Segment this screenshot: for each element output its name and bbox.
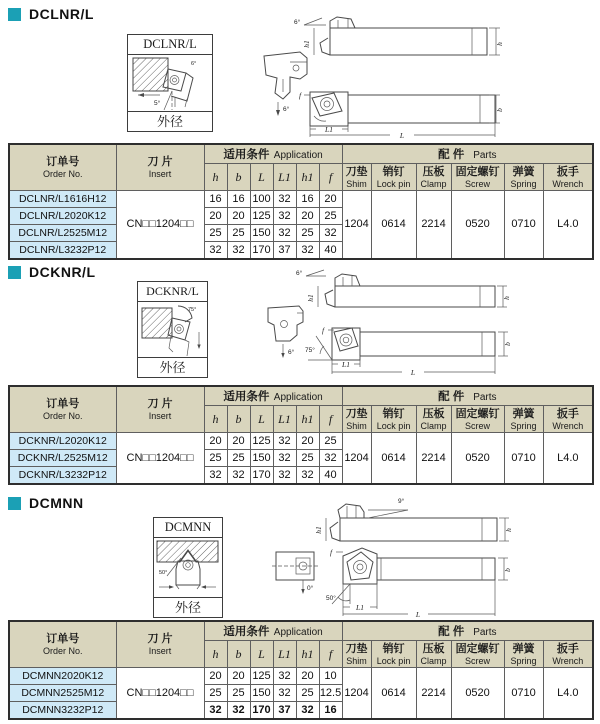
part-value-cell: 0520	[451, 668, 504, 719]
end-angle-label: 6°	[288, 349, 295, 356]
app-value-cell: 20	[296, 433, 319, 450]
table-row	[9, 191, 593, 208]
app-value-cell: 32	[273, 191, 296, 208]
app-value-cell: 32	[319, 450, 342, 467]
h-label: h	[495, 42, 504, 46]
app-value-cell: 12.5	[319, 685, 342, 702]
col-header-clamp: 压板 Clamp	[416, 641, 451, 668]
col-header-L: L	[250, 164, 273, 191]
diagram-box-title: DCLNR/L	[128, 35, 212, 55]
workpiece-insert-sketch	[154, 538, 221, 597]
app-value-cell: 20	[204, 433, 227, 450]
group-header-application: 适用条件 Application	[204, 386, 342, 406]
app-value-cell: 25	[227, 450, 250, 467]
order-no-cell: DCLNR/L1616H12	[9, 191, 116, 208]
f-label: f	[299, 91, 302, 100]
section-title-dcknr: DCKNR/L	[29, 264, 96, 280]
order-no-cell: DCMNN2525M12	[9, 685, 116, 702]
col-header-L: L	[250, 406, 273, 433]
app-value-cell: 37	[273, 702, 296, 719]
app-value-cell: 32	[227, 242, 250, 259]
app-value-cell: 25	[204, 685, 227, 702]
app-value-cell: 32	[227, 702, 250, 719]
end-angle-label: 6°	[283, 106, 290, 113]
order-no-cell: DCLNR/L2020K12	[9, 208, 116, 225]
app-value-cell: 125	[250, 208, 273, 225]
b-label: b	[503, 568, 512, 572]
col-header-lockpin: 销钉 Lock pin	[371, 164, 416, 191]
app-value-cell: 32	[273, 685, 296, 702]
order-no-cell: DCKNR/L2525M12	[9, 450, 116, 467]
f-label: f	[322, 326, 325, 335]
app-value-cell: 16	[204, 191, 227, 208]
col-header-wrench: 扳手 Wrench	[543, 164, 593, 191]
application-diagram-dcmnn	[153, 517, 223, 618]
section-bullet-icon	[8, 497, 21, 510]
h1-label: h1	[302, 40, 311, 48]
part-value-cell: 0614	[371, 668, 416, 719]
part-value-cell: L4.0	[543, 668, 593, 719]
workpiece-hatch	[142, 308, 172, 338]
app-value-cell: 32	[273, 450, 296, 467]
app-value-cell: 32	[296, 242, 319, 259]
col-header-order-no: 订单号 Order No.	[9, 621, 116, 668]
table-row	[9, 668, 593, 685]
col-header-h: h	[204, 406, 227, 433]
lead-angle-label: 75°	[305, 347, 315, 354]
group-header-application: 适用条件 Application	[204, 144, 342, 164]
col-header-insert: 刀 片 Insert	[116, 144, 204, 191]
section-bullet-icon	[8, 8, 21, 21]
diagram-box-caption: 外径	[128, 111, 212, 132]
end-angle-label: 0°	[307, 585, 314, 592]
angle-label: 75°	[188, 307, 197, 313]
col-header-screw: 固定螺钉 Screw	[451, 641, 504, 668]
part-value-cell: 0614	[371, 433, 416, 484]
app-value-cell: 32	[227, 467, 250, 484]
app-value-cell: 150	[250, 450, 273, 467]
section-bullet-icon	[8, 266, 21, 279]
col-header-insert: 刀 片 Insert	[116, 386, 204, 433]
insert-cell: CN□□1204□□	[116, 668, 204, 719]
order-no-cell: DCLNR/L2525M12	[9, 225, 116, 242]
col-header-L1: L1	[273, 406, 296, 433]
b-label: b	[495, 108, 504, 112]
app-value-cell: 40	[319, 467, 342, 484]
h-label: h	[504, 528, 513, 532]
group-header-parts: 配 件 Parts	[342, 621, 593, 641]
diagram-box-figure	[154, 538, 222, 597]
l1-dim-label: L1	[342, 360, 350, 369]
col-header-h1: h1	[296, 406, 319, 433]
application-diagram-dclnr	[127, 34, 213, 132]
application-diagram-dcknr	[137, 281, 208, 378]
part-value-cell: 0520	[451, 191, 504, 259]
h1-label: h1	[314, 526, 323, 534]
part-value-cell: 1204	[342, 433, 371, 484]
app-value-cell: 20	[296, 208, 319, 225]
col-header-L1: L1	[273, 641, 296, 668]
spec-table-dclnr	[8, 143, 594, 260]
workpiece-insert-sketch	[138, 302, 206, 357]
b-label: b	[503, 342, 512, 346]
part-value-cell: 1204	[342, 191, 371, 259]
h-label: h	[502, 296, 511, 300]
side-angle-label: 6°	[296, 270, 303, 277]
col-header-order-no: 订单号 Order No.	[9, 386, 116, 433]
table-row	[9, 433, 593, 450]
group-header-parts: 配 件 Parts	[342, 144, 593, 164]
app-value-cell: 20	[319, 191, 342, 208]
angle-label: 5°	[154, 100, 161, 107]
app-value-cell: 32	[273, 225, 296, 242]
part-value-cell: L4.0	[543, 191, 593, 259]
diagram-box-caption: 外径	[138, 357, 207, 378]
col-header-shim: 刀垫 Shim	[342, 164, 371, 191]
part-value-cell: 2214	[416, 191, 451, 259]
app-value-cell: 125	[250, 668, 273, 685]
col-header-b: b	[227, 406, 250, 433]
app-value-cell: 32	[204, 702, 227, 719]
app-value-cell: 32	[319, 225, 342, 242]
app-value-cell: 32	[204, 467, 227, 484]
col-header-lockpin: 销钉 Lock pin	[371, 406, 416, 433]
app-value-cell: 32	[296, 702, 319, 719]
app-value-cell: 16	[296, 191, 319, 208]
app-value-cell: 20	[227, 208, 250, 225]
part-value-cell: 0710	[504, 191, 543, 259]
app-value-cell: 32	[273, 467, 296, 484]
l-dim-label: L	[415, 610, 421, 618]
col-header-shim: 刀垫 Shim	[342, 406, 371, 433]
app-value-cell: 100	[250, 191, 273, 208]
lead-angle-label: 50°	[326, 595, 336, 602]
col-header-spring: 弹簧 Spring	[504, 406, 543, 433]
diagram-box-title: DCKNR/L	[138, 282, 207, 302]
app-value-cell: 32	[204, 242, 227, 259]
angle-label-2: 6°	[191, 61, 197, 67]
part-value-cell: 2214	[416, 433, 451, 484]
col-header-h: h	[204, 164, 227, 191]
app-value-cell: 25	[296, 450, 319, 467]
app-value-cell: 25	[296, 685, 319, 702]
app-value-cell: 40	[319, 242, 342, 259]
app-value-cell: 25	[227, 225, 250, 242]
app-value-cell: 16	[319, 702, 342, 719]
part-value-cell: L4.0	[543, 433, 593, 484]
part-value-cell: 0614	[371, 191, 416, 259]
col-header-screw: 固定螺钉 Screw	[451, 164, 504, 191]
group-header-application: 适用条件 Application	[204, 621, 342, 641]
app-value-cell: 20	[296, 668, 319, 685]
app-value-cell: 10	[319, 668, 342, 685]
col-header-f: f	[319, 641, 342, 668]
part-value-cell: 0520	[451, 433, 504, 484]
order-no-cell: DCKNR/L3232P12	[9, 467, 116, 484]
col-header-h1: h1	[296, 164, 319, 191]
app-value-cell: 150	[250, 225, 273, 242]
col-header-shim: 刀垫 Shim	[342, 641, 371, 668]
part-value-cell: 0710	[504, 433, 543, 484]
section-title-dcmnn: DCMNN	[29, 495, 84, 511]
diagram-box-caption: 外径	[154, 597, 222, 618]
side-angle-label: 9°	[398, 498, 405, 505]
col-header-wrench: 扳手 Wrench	[543, 406, 593, 433]
col-header-wrench: 扳手 Wrench	[543, 641, 593, 668]
app-value-cell: 32	[273, 668, 296, 685]
part-value-cell: 2214	[416, 668, 451, 719]
diagram-box-title: DCMNN	[154, 518, 222, 538]
app-value-cell: 32	[273, 433, 296, 450]
app-value-cell: 37	[273, 242, 296, 259]
col-header-lockpin: 销钉 Lock pin	[371, 641, 416, 668]
spec-table-dcknr	[8, 385, 594, 485]
app-value-cell: 170	[250, 242, 273, 259]
part-value-cell: 0710	[504, 668, 543, 719]
part-value-cell: 1204	[342, 668, 371, 719]
app-value-cell: 20	[227, 668, 250, 685]
col-header-b: b	[227, 641, 250, 668]
col-header-b: b	[227, 164, 250, 191]
group-header-parts: 配 件 Parts	[342, 386, 593, 406]
side-angle-label: 6°	[294, 19, 301, 26]
l1-dim-label: L1	[356, 603, 364, 612]
app-value-cell: 25	[296, 225, 319, 242]
col-header-order-no: 订单号 Order No.	[9, 144, 116, 191]
col-header-clamp: 压板 Clamp	[416, 164, 451, 191]
l-dim-label: L	[410, 368, 416, 377]
col-header-spring: 弹簧 Spring	[504, 164, 543, 191]
app-value-cell: 25	[204, 450, 227, 467]
col-header-h: h	[204, 641, 227, 668]
h1-label: h1	[306, 294, 315, 302]
app-value-cell: 125	[250, 433, 273, 450]
col-header-insert: 刀 片 Insert	[116, 621, 204, 668]
tech-drawing-dclnr	[250, 12, 594, 140]
col-header-f: f	[319, 164, 342, 191]
app-value-cell: 25	[319, 208, 342, 225]
app-value-cell: 170	[250, 702, 273, 719]
diagram-box-figure	[128, 55, 212, 111]
app-value-cell: 170	[250, 467, 273, 484]
col-header-screw: 固定螺钉 Screw	[451, 406, 504, 433]
col-header-f: f	[319, 406, 342, 433]
insert-cell: CN□□1204□□	[116, 191, 204, 259]
diagram-box-figure	[138, 302, 207, 357]
app-value-cell: 20	[204, 668, 227, 685]
col-header-clamp: 压板 Clamp	[416, 406, 451, 433]
col-header-L: L	[250, 641, 273, 668]
insert-cell: CN□□1204□□	[116, 433, 204, 484]
tech-drawing-dcmnn	[250, 490, 594, 618]
l-dim-label: L	[399, 131, 405, 140]
app-value-cell: 20	[204, 208, 227, 225]
app-value-cell: 20	[227, 433, 250, 450]
app-value-cell: 32	[273, 208, 296, 225]
order-no-cell: DCMNN2020K12	[9, 668, 116, 685]
order-no-cell: DCLNR/L3232P12	[9, 242, 116, 259]
workpiece-insert-sketch	[128, 55, 211, 111]
f-label: f	[330, 548, 333, 557]
col-header-L1: L1	[273, 164, 296, 191]
app-value-cell: 25	[319, 433, 342, 450]
app-value-cell: 16	[227, 191, 250, 208]
app-value-cell: 32	[296, 467, 319, 484]
order-no-cell: DCMNN3232P12	[9, 702, 116, 719]
angle-label: 50°	[159, 570, 168, 576]
app-value-cell: 150	[250, 685, 273, 702]
section-title-dclnr: DCLNR/L	[29, 6, 94, 22]
l1-dim-label: L1	[325, 125, 333, 134]
tech-drawing-dcknr	[250, 262, 594, 382]
col-header-spring: 弹簧 Spring	[504, 641, 543, 668]
order-no-cell: DCKNR/L2020K12	[9, 433, 116, 450]
app-value-cell: 25	[204, 225, 227, 242]
spec-table-dcmnn	[8, 620, 594, 720]
col-header-h1: h1	[296, 641, 319, 668]
app-value-cell: 25	[227, 685, 250, 702]
